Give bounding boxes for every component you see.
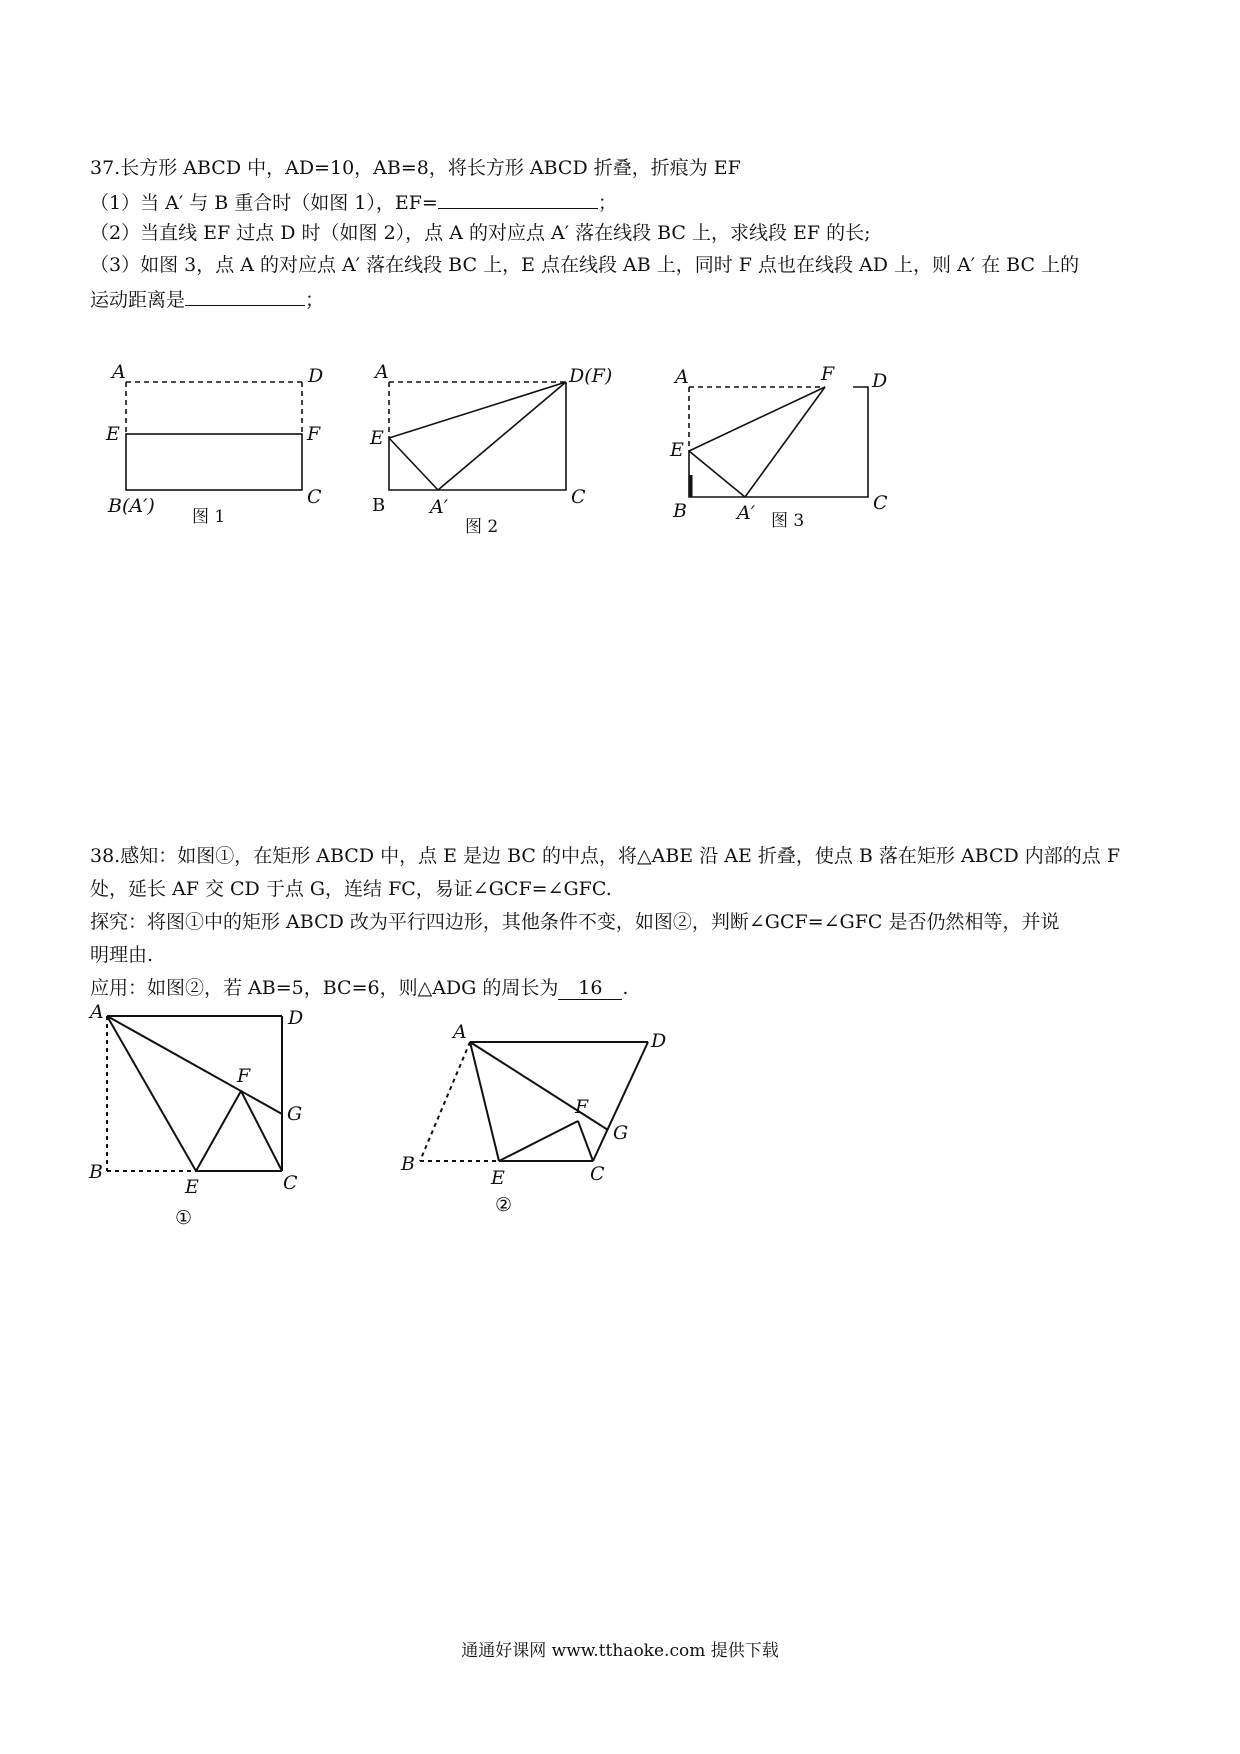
q38-fig2-label-g: G [613,1122,629,1144]
fig3-caption: 图 3 [771,511,805,531]
q38-line3: 探究：将图①中的矩形 ABCD 改为平行四边形，其他条件不变，如图②，判断∠GCF=∠GFC 是否仍然相等，并说 [90,911,1060,933]
q38-fig2-label-b: B [401,1153,415,1175]
q38-figure-1 [85,1000,325,1235]
fig2-label-a-prime: A′ [430,496,449,518]
fig2-label-e: E [370,427,384,449]
q38-line4: 明理由. [90,944,154,966]
q38-fig1-label-g: G [287,1103,303,1125]
fig2-label-d: D(F) [569,365,613,387]
q37-figure-1 [100,360,340,540]
fig2-label-c: C [571,486,586,508]
q38-line1: 38.感知：如图①，在矩形 ABCD 中，点 E 是边 BC 的中点，将△ABE 沿 AE 折叠，使点 B 落在矩形 ABCD 内部的点 F [90,845,1121,867]
fig2-label-b: B [372,495,386,516]
q37-part3-end: ； [305,289,325,311]
q37-part3-line1: （3）如图 3，点 A 的对应点 A′ 落在线段 BC 上，E 点在线段 AB 上，同时 F 点也在线段 AD 上，则 A′ 在 BC 上的 [90,254,1080,276]
q38-application-text: 应用：如图②，若 AB=5，BC=6，则△ADG 的周长为 [90,977,559,999]
fig3-label-a: A [675,366,689,388]
fig1-label-f: F [307,423,321,445]
q37-part1 [90,190,1160,214]
q38-fig1-caption: ① [175,1207,193,1229]
q37-figure-2 [365,360,635,545]
q38-fig1-label-e: E [185,1176,199,1198]
q38-fig2-label-c: C [590,1163,605,1185]
q38-fig2-label-e: E [491,1167,505,1189]
q38-figure-2 [395,1015,675,1225]
fig1-label-b: B(A′) [108,495,155,517]
q37-part1-text: （1）当 A′ 与 B 重合时（如图 1），EF= [90,192,438,214]
fig3-label-b: B [673,500,687,522]
fig2-label-a: A [375,361,389,383]
fig3-label-f: F [821,365,835,385]
q38-fig1-label-d: D [288,1007,304,1029]
fig3-label-c: C [873,492,888,514]
q37-stem: 37.长方形 ABCD 中，AD=10，AB=8，将长方形 ABCD 折叠，折痕为 EF [90,157,741,179]
fig3-label-d: D [872,370,888,392]
q38-fig1-label-f: F [237,1065,251,1087]
q37-part2: （2）当直线 EF 过点 D 时（如图 2），点 A 的对应点 A′ 落在线段 BC 上，求线段 EF 的长; [90,222,871,244]
q37-part3-line2 [90,287,1160,311]
q37-figure-3 [665,365,905,545]
q38-fig2-label-d: D [651,1030,667,1052]
q38-line2: 处，延长 AF 交 CD 于点 G，连结 FC，易证∠GCF=∠GFC. [90,878,612,900]
q38-fig2-caption: ② [495,1194,513,1216]
q37-part1-end: ； [597,192,617,214]
fig3-label-a-prime: A′ [737,502,756,524]
q38-fig2-label-a: A [453,1021,467,1043]
fig3-label-e: E [670,439,684,461]
q38-fig1-label-a: A [90,1001,104,1023]
q38-fig1-label-c: C [283,1172,298,1194]
fig1-label-e: E [106,423,120,445]
fig2-caption: 图 2 [465,517,499,537]
q38-application-end: . [622,977,629,999]
fig1-caption: 图 1 [192,507,226,527]
q37-part3-text: 运动距离是 [90,289,186,311]
q37-part3-blank[interactable] [185,287,305,306]
fig1-label-a: A [112,361,126,383]
q38-fig1-label-b: B [89,1161,103,1183]
q37-part1-blank[interactable] [438,190,598,209]
q38-line5 [90,977,1160,1000]
fig1-label-d: D [308,365,324,387]
fig1-label-c: C [307,486,322,508]
page-footer: 通通好课网 www.tthaoke.com 提供下载 [461,1641,779,1661]
q38-answer: 16 [558,977,622,1000]
q38-fig2-label-f: F [575,1096,589,1118]
